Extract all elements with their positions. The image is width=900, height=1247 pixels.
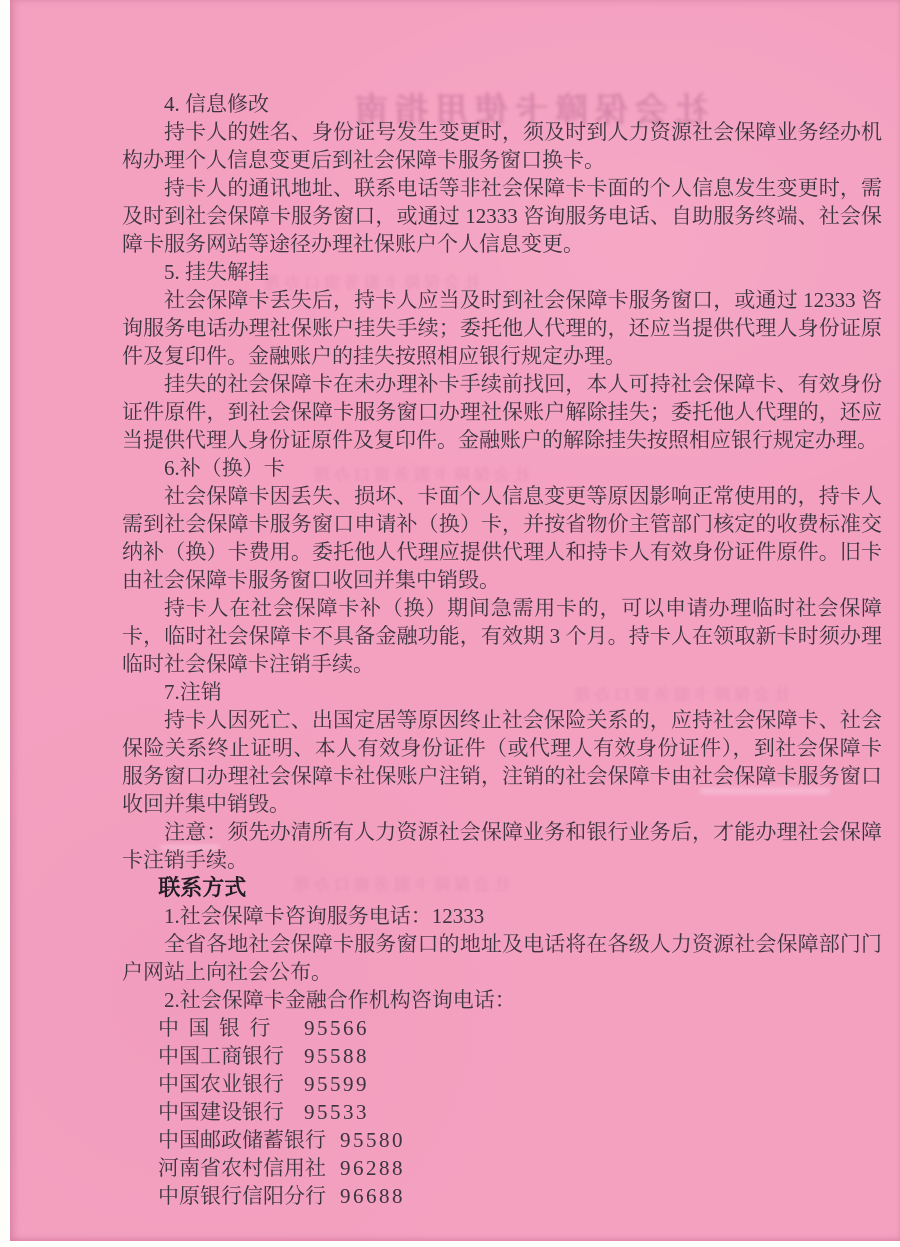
paragraph-replacement-2: 持卡人在社会保障卡补（换）期间急需用卡的，可以申请办理临时社会保障卡，临时社会保障卡不具备金融功能，有效期 3 个月。持卡人在领取新卡时须办理临时社会保障卡注销手续。 [122, 596, 882, 676]
paragraph-loss-report-2: 挂失的社会保障卡在未办理补卡手续前找回，本人可持社会保障卡、有效身份证件原件，到社会保障卡服务窗口办理社保账户解除挂失；委托他人代理的，还应当提供代理人身份证原件及复印件。金融账户的解除挂失按照相应银行规定办理。 [122, 372, 882, 452]
bank-name: 中国银行 [158, 1016, 280, 1040]
paragraph-info-change-1: 持卡人的姓名、身份证号发生变更时，须及时到人力资源社会保障业务经办机构办理个人信息变更后到社会保障卡服务窗口换卡。 [122, 120, 882, 172]
paragraph-cancellation-note: 注意：须先办清所有人力资源社会保障业务和银行业务后，才能办理社会保障卡注销手续。 [122, 820, 882, 872]
paper-sheet [10, 0, 900, 1241]
bank-name: 中原银行信阳分行 [158, 1184, 326, 1208]
document-content [122, 90, 882, 1210]
contact-bank-hotlines-line: 2.社会保障卡金融合作机构咨询电话： [164, 988, 516, 1012]
paragraph-loss-report-1: 社会保障卡丢失后，持卡人应当及时到社会保障卡服务窗口，或通过 12333 咨询服务电话办理社保账户挂失手续；委托他人代理的，还应当提供代理人身份证原件及复印件。金融账户的挂失按照相应银行规定办理。 [122, 288, 882, 368]
bank-phone: 96288 [340, 1156, 405, 1180]
contact-hotline-line: 1.社会保障卡咨询服务电话：12333 [164, 904, 485, 928]
paragraph-replacement-1: 社会保障卡因丢失、损坏、卡面个人信息变更等原因影响正常使用的，持卡人需到社会保障卡服务窗口申请补（换）卡，并按省物价主管部门核定的收费标准交纳补（换）卡费用。委托他人代理应提供代理人和持卡人有效身份证件原件。旧卡由社会保障卡服务窗口收回并集中销毁。 [122, 484, 882, 592]
bank-row [158, 1154, 882, 1182]
bank-row [158, 1042, 882, 1070]
section-heading-info-change: 4. 信息修改 [164, 92, 269, 116]
section-heading-replacement: 6.补（换）卡 [164, 456, 285, 480]
bank-phone: 95566 [304, 1016, 369, 1040]
bank-name: 中国建设银行 [158, 1100, 284, 1124]
bank-phone: 95599 [304, 1072, 369, 1096]
bank-row [158, 1182, 882, 1210]
bank-phone: 95588 [304, 1044, 369, 1068]
bleed-through-line: 社会保障卡服务窗口办理 [310, 467, 531, 484]
bank-phone: 96688 [340, 1184, 405, 1208]
bank-phone: 95580 [340, 1128, 405, 1152]
bank-name: 中国邮政储蓄银行 [158, 1128, 326, 1152]
bleed-through-title: 社会保障卡使用指南 [348, 91, 708, 128]
bank-row [158, 1014, 882, 1042]
bank-name: 中国工商银行 [158, 1044, 284, 1068]
contact-heading: 联系方式 [158, 875, 247, 900]
paragraph-cancellation-1: 持卡人因死亡、出国定居等原因终止社会保险关系的，应持社会保障卡、社会保险关系终止证明、本人有效身份证件（或代理人有效身份证件），到社会保障卡服务窗口办理社会保障卡社保账户注销，注销的社会保障卡由社会保障卡服务窗口收回并集中销毁。 [122, 708, 882, 816]
bleed-through-line: 社会保障卡服务窗口办理 [260, 275, 481, 292]
bank-row [158, 1098, 882, 1126]
bank-name: 河南省农村信用社 [158, 1156, 326, 1180]
bank-row [158, 1070, 882, 1098]
paragraph-info-change-2: 持卡人的通讯地址、联系电话等非社会保障卡卡面的个人信息发生变更时，需及时到社会保障卡服务窗口，或通过 12333 咨询服务电话、自助服务终端、社会保障卡服务网站等途径办理社保账户个人信息变更。 [122, 176, 882, 256]
bank-phone: 95533 [304, 1100, 369, 1124]
section-heading-loss-report: 5. 挂失解挂 [164, 260, 269, 284]
contact-announce-paragraph: 全省各地社会保障卡服务窗口的地址及电话将在各级人力资源社会保障部门门户网站上向社会公布。 [122, 932, 882, 984]
bleed-through-line: 社会保障卡服务窗口办理 [570, 687, 791, 704]
bleed-through-line: 社会保障卡服务窗口办理 [290, 877, 511, 894]
bank-name: 中国农业银行 [158, 1072, 284, 1096]
section-heading-cancellation: 7.注销 [164, 680, 222, 704]
bank-row [158, 1126, 882, 1154]
